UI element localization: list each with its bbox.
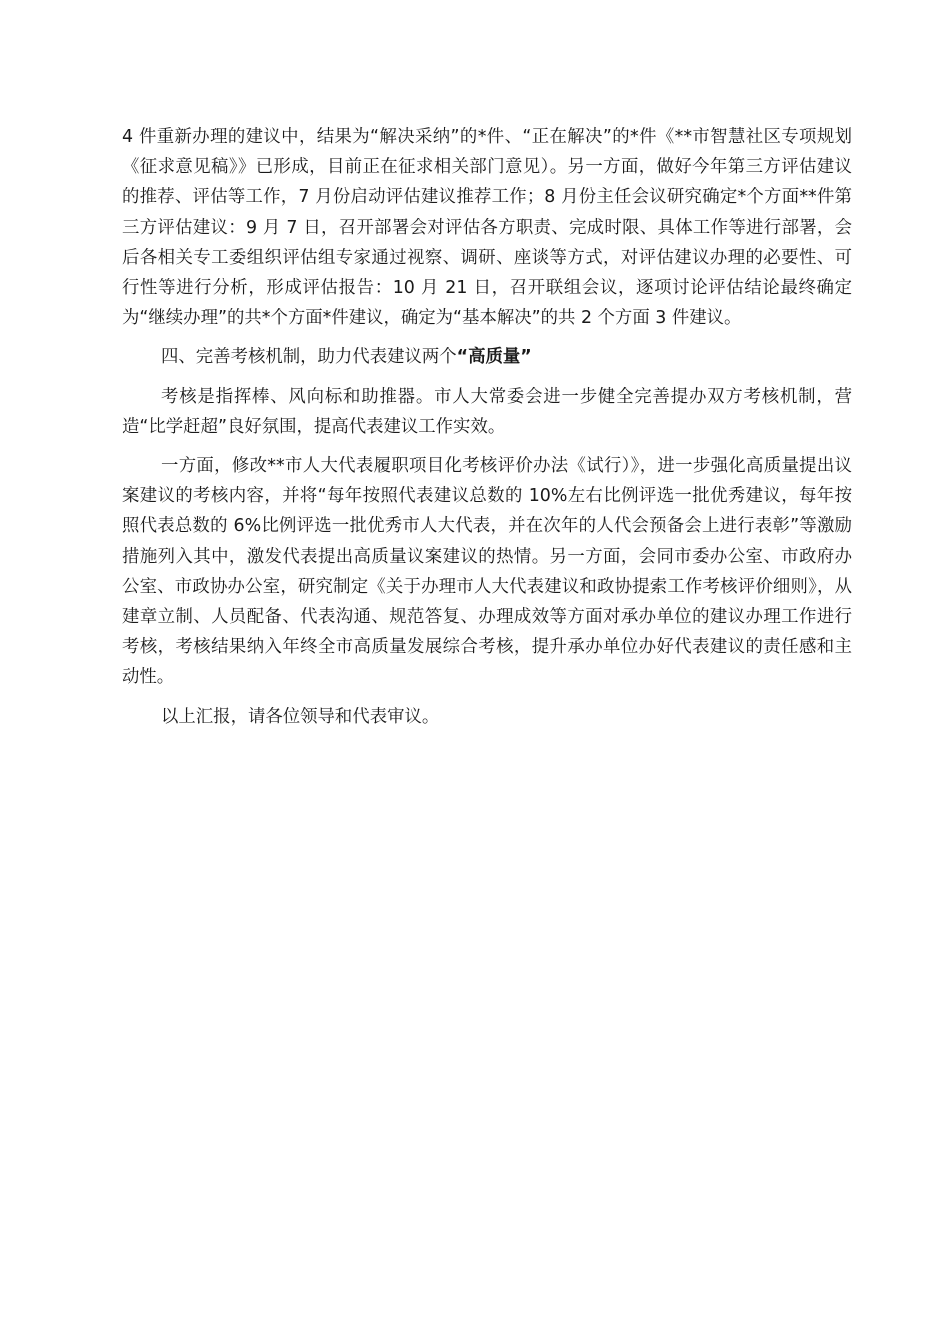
section-heading-text: 四、完善考核机制，助力代表建议两个 (161, 347, 457, 368)
section-heading-assessment (122, 342, 852, 372)
paragraph-closing: 以上汇报，请各位领导和代表审议。 (161, 706, 440, 727)
document-page (122, 122, 852, 732)
section-heading-quote: “高质量” (456, 347, 532, 368)
paragraph-assessment-intro: 考核是指挥棒、风向标和助推器。市人大常委会进一步健全完善提办双方考核机制，营造“比学赶超”良好氛围，提高代表建议工作实效。 (122, 386, 852, 437)
paragraph-assessment-measures: 一方面，修改**市人大代表履职项目化考核评价办法《试行）》，进一步强化高质量提出议案建议的考核内容，并将“每年按照代表建议总数的 10%左右比例评选一批优秀建议，每年按照代表总数的 6%比例评选一批优秀市人大代表，并在次年的人代会预备会上进行表彰”等激励措施列入其中，激发代表提出高质量议案建议的热情。另一方面，会同市委办公室、市政府办公室、市政协办公室，研究制定《关于办理市人大代表建议和政协提索工作考核评价细则》，从建章立制、人员配备、代表沟通、规范答复、办理成效等方面对承办单位的建议办理工作进行考核，考核结果纳入年终全市高质量发展综合考核，提升承办单位办好代表建议的责任感和主动性。 (122, 456, 852, 688)
paragraph-evaluation-progress: 4 件重新办理的建议中，结果为“解决采纳”的*件、“正在解决”的*件《**市智慧社区专项规划《征求意见稿》》已形成，目前正在征求相关部门意见）。另一方面，做好今年第三方评估建议的推荐、评估等工作，7 月份启动评估建议推荐工作；8 月份主任会议研究确定*个方面**件第三方评估建议：9 月 7 日，召开部署会对评估各方职责、完成时限、具体工作等进行部署，会后各相关专工委组织评估组专家通过视察、调研、座谈等方式，对评估建议办理的必要性、可行性等进行分析，形成评估报告：10 月 21 日，召开联组会议，逐项讨论评估结论最终确定为“继续办理”的共*个方面*件建议，确定为“基本解决”的共 2 个方面 3 件建议。 (122, 127, 852, 329)
